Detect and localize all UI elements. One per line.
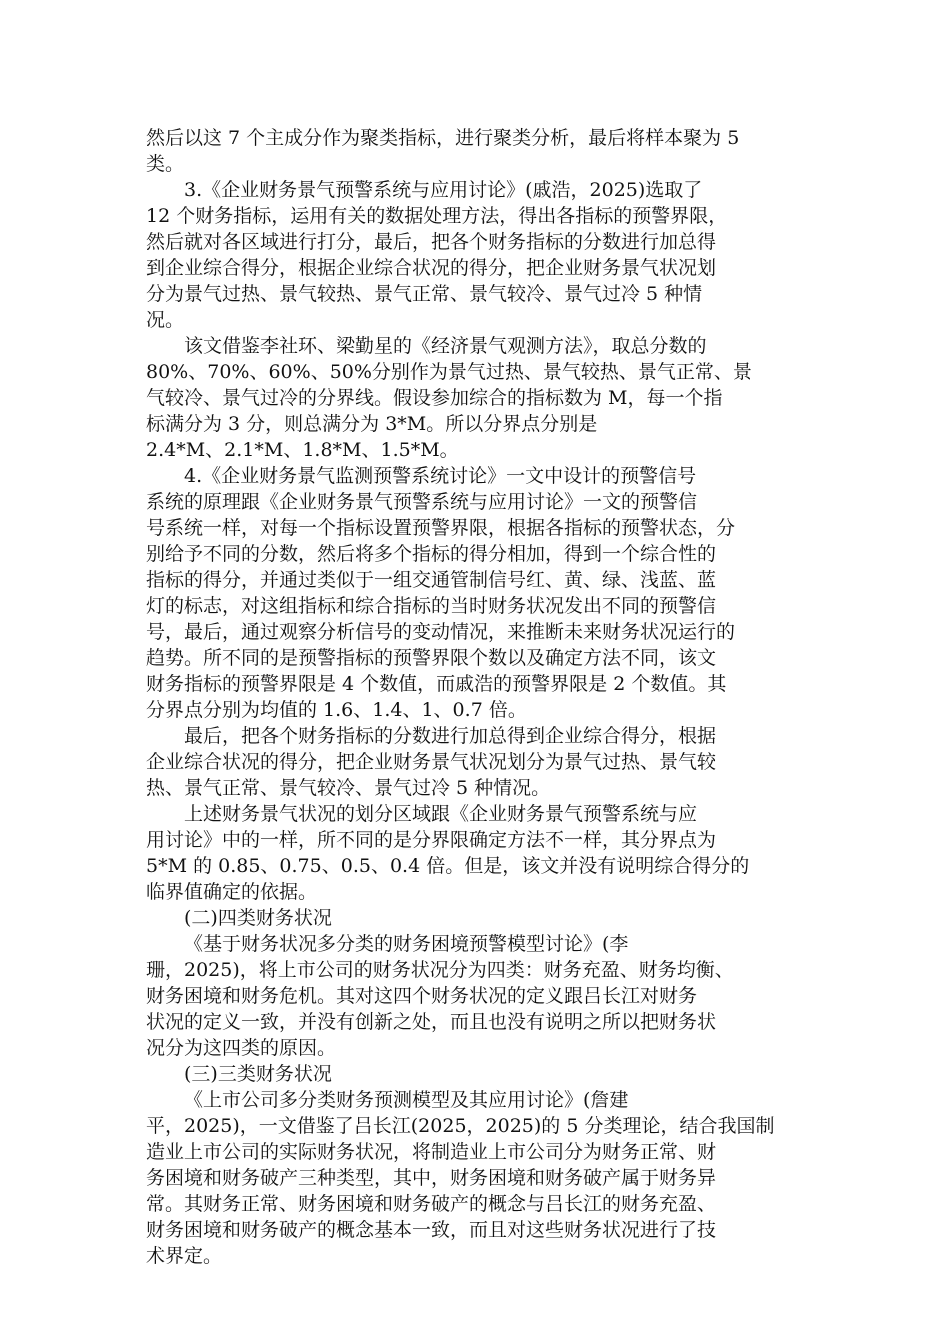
text-line: 财务指标的预警界限是 4 个数值，而戚浩的预警界限是 2 个数值。其 — [146, 673, 727, 695]
text-line: 号系统一样，对每一个指标设置预警界限，根据各指标的预警状态，分 — [146, 517, 736, 539]
text-line: 4.《企业财务景气监测预警系统讨论》一文中设计的预警信号 — [184, 465, 697, 487]
text-line: 然后以这 7 个主成分作为聚类指标，进行聚类分析，最后将样本聚为 5 — [146, 127, 740, 149]
text-line: 务困境和财务破产三种类型，其中，财务困境和财务破产属于财务异 — [146, 1167, 717, 1189]
text-line: 况。 — [146, 309, 185, 331]
text-line: (二)四类财务状况 — [184, 907, 332, 929]
text-line: 别给予不同的分数，然后将多个指标的得分相加，得到一个综合性的 — [146, 543, 717, 565]
body-text — [146, 125, 808, 1269]
text-line: 珊，2025)，将上市公司的财务状况分为四类：财务充盈、财务均衡、 — [146, 959, 734, 981]
text-line: 然后就对各区域进行打分，最后，把各个财务指标的分数进行加总得 — [146, 231, 717, 253]
text-line: 12 个财务指标，运用有关的数据处理方法，得出各指标的预警界限， — [146, 205, 728, 227]
text-line: 状况的定义一致，并没有创新之处，而且也没有说明之所以把财务状 — [146, 1011, 717, 1033]
text-line: 标满分为 3 分，则总满分为 3*M。所以分界点分别是 — [146, 413, 598, 435]
text-line: 热、景气正常、景气较冷、景气过冷 5 种情况。 — [146, 777, 551, 799]
text-line: 临界值确定的依据。 — [146, 881, 318, 903]
text-line: 最后，把各个财务指标的分数进行加总得到企业综合得分，根据 — [184, 725, 717, 747]
text-line: 术界定。 — [146, 1245, 223, 1267]
text-line: 灯的标志，对这组指标和综合指标的当时财务状况发出不同的预警信 — [146, 595, 717, 617]
text-line: 到企业综合得分，根据企业综合状况的得分，把企业财务景气状况划 — [146, 257, 717, 279]
text-line: 分界点分别为均值的 1.6、1.4、1、0.7 倍。 — [146, 699, 527, 721]
text-line: (三)三类财务状况 — [184, 1063, 332, 1085]
text-line: 平，2025)，一文借鉴了吕长江(2025，2025)的 5 分类理论，结合我国制 — [146, 1115, 775, 1137]
text-line: 80%、70%、60%、50%分别作为景气过热、景气较热、景气正常、景 — [146, 361, 752, 383]
text-line: 造业上市公司的实际财务状况，将制造业上市公司分为财务正常、财 — [146, 1141, 717, 1163]
text-line: 气较冷、景气过冷的分界线。假设参加综合的指标数为 M，每一个指 — [146, 387, 723, 409]
text-line: 用讨论》中的一样，所不同的是分界限确定方法不一样，其分界点为 — [146, 829, 717, 851]
text-line: 企业综合状况的得分，把企业财务景气状况划分为景气过热、景气较 — [146, 751, 717, 773]
text-line: 类。 — [146, 153, 185, 175]
text-line: 上述财务景气状况的划分区域跟《企业财务景气预警系统与应 — [184, 803, 698, 825]
text-line: 2.4*M、2.1*M、1.8*M、1.5*M。 — [146, 439, 459, 461]
text-line: 该文借鉴李社环、梁勤星的《经济景气观测方法》，取总分数的 — [184, 335, 707, 357]
text-line: 况分为这四类的原因。 — [146, 1037, 337, 1059]
text-line: 号，最后，通过观察分析信号的变动情况，来推断未来财务状况运行的 — [146, 621, 736, 643]
text-line: 《上市公司多分类财务预测模型及其应用讨论》(詹建 — [184, 1089, 629, 1111]
text-line: 5*M 的 0.85、0.75、0.5、0.4 倍。但是，该文并没有说明综合得分的 — [146, 855, 750, 877]
text-line: 常。其财务正常、财务困境和财务破产的概念与吕长江的财务充盈、 — [146, 1193, 717, 1215]
text-line: 3.《企业财务景气预警系统与应用讨论》(戚浩，2025)选取了 — [184, 179, 703, 201]
text-line: 分为景气过热、景气较热、景气正常、景气较冷、景气过冷 5 种情 — [146, 283, 703, 305]
text-line: 趋势。所不同的是预警指标的预警界限个数以及确定方法不同，该文 — [146, 647, 717, 669]
text-line: 财务困境和财务危机。其对这四个财务状况的定义跟吕长江对财务 — [146, 985, 698, 1007]
text-line: 指标的得分，并通过类似于一组交通管制信号红、黄、绿、浅蓝、蓝 — [146, 569, 717, 591]
text-line: 《基于财务状况多分类的财务困境预警模型讨论》(李 — [184, 933, 629, 955]
text-line: 财务困境和财务破产的概念基本一致，而且对这些财务状况进行了技 — [146, 1219, 717, 1241]
text-line: 系统的原理跟《企业财务景气预警系统与应用讨论》一文的预警信 — [146, 491, 698, 513]
